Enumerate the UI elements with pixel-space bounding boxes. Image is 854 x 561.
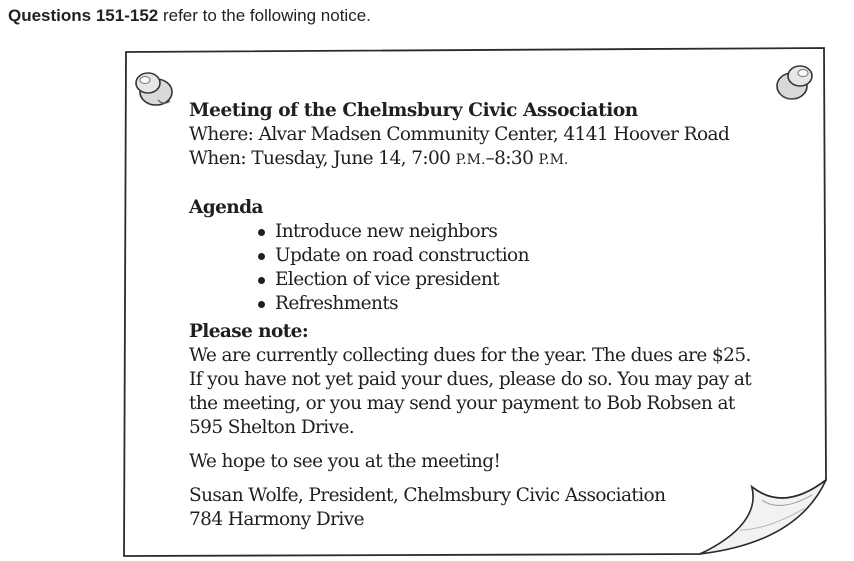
notice-title: Meeting of the Chelmsbury Civic Association	[189, 100, 638, 121]
question-instructions-text: refer to the following notice.	[158, 6, 371, 25]
agenda-item-label: Introduce new neighbors	[275, 221, 498, 242]
bullet-icon	[258, 253, 265, 260]
agenda-item-label: Refreshments	[275, 293, 399, 314]
note-line: 595 Shelton Drive.	[189, 417, 355, 438]
note-line: If you have not yet paid your dues, please do so. You may pay at	[189, 369, 752, 390]
time-meridiem-end: P.M.	[538, 152, 569, 168]
agenda-item-label: Update on road construction	[275, 245, 529, 266]
closing-line: We hope to see you at the meeting!	[189, 451, 501, 472]
note-heading: Please note:	[189, 321, 309, 342]
agenda-item	[258, 292, 819, 316]
agenda-item	[258, 268, 819, 292]
agenda-item-label: Election of vice president	[275, 269, 500, 290]
meeting-time-prefix: When: Tuesday, June 14, 7:00	[189, 148, 456, 169]
agenda-heading: Agenda	[189, 197, 263, 218]
bullet-icon	[258, 229, 265, 236]
signature-name: Susan Wolfe, President, Chelmsbury Civic Association	[189, 485, 666, 506]
bullet-icon	[258, 277, 265, 284]
notice-content	[189, 99, 819, 532]
note-line: We are currently collecting dues for the year. The dues are $25.	[189, 345, 751, 366]
agenda-item	[258, 244, 819, 268]
time-meridiem-start: P.M.	[455, 152, 486, 168]
agenda-list	[189, 220, 819, 316]
meeting-location: Where: Alvar Madsen Community Center, 4141 Hoover Road	[189, 124, 730, 145]
signature-address: 784 Harmony Drive	[189, 509, 364, 530]
note-line: the meeting, or you may send your payment to Bob Robsen at	[189, 393, 735, 414]
meeting-time	[189, 147, 819, 172]
bullet-icon	[258, 301, 265, 308]
meeting-time-end: –8:30	[485, 148, 539, 169]
question-range: Questions 151-152	[8, 6, 159, 25]
agenda-item	[258, 220, 819, 244]
